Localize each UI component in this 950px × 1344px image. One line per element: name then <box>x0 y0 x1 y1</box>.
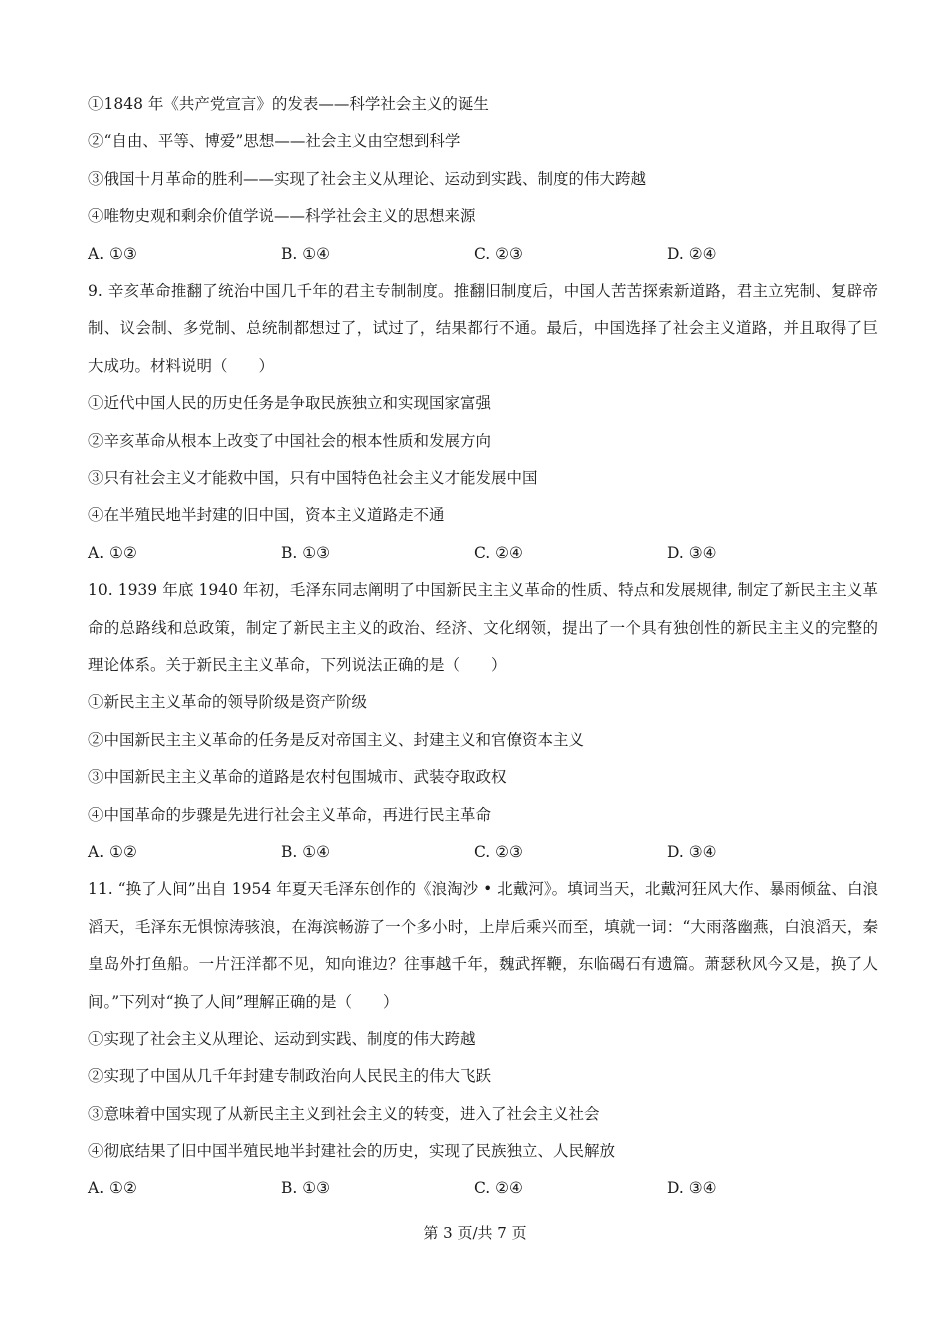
q10-option-a: A. ①② <box>88 842 137 861</box>
q10-item-2: ②中国新民主主义革命的任务是反对帝国主义、封建主义和官僚资本主义 <box>88 730 585 749</box>
q8-option-c: C. ②③ <box>474 244 523 263</box>
q9-option-c: C. ②④ <box>474 543 523 562</box>
q10-item-3: ③中国新民主主义革命的道路是农村包围城市、武装夺取政权 <box>88 768 507 787</box>
q8-options <box>88 236 878 273</box>
q11-item-3: ③意味着中国实现了从新民主主义到社会主义的转变，进入了社会主义社会 <box>88 1104 600 1123</box>
q10-option-d: D. ③④ <box>667 842 717 861</box>
q8-option-d: D. ②④ <box>667 244 717 263</box>
question-9 <box>88 273 878 572</box>
q10-item-4: ④中国革命的步骤是先进行社会主义革命，再进行民主革命 <box>88 805 492 824</box>
q10-option-c: C. ②③ <box>474 842 523 861</box>
q11-option-d: D. ③④ <box>667 1179 717 1198</box>
question-8 <box>88 86 878 273</box>
q9-stem: 9. 辛亥革命推翻了统治中国几千年的君主专制制度。推翻旧制度后，中国人苦苦探索新道路，君主立宪制、复辟帝制、议会制、多党制、总统制都想过了，试过了，结果都行不通。最后，中国选择了社会主义道路，并且取得了巨大成功。材料说明（ ） <box>88 281 878 375</box>
q11-options <box>88 1170 878 1207</box>
q9-item-2: ②辛亥革命从根本上改变了中国社会的根本性质和发展方向 <box>88 431 492 450</box>
q11-stem: 11. “换了人间”出自 1954 年夏天毛泽东创作的《浪淘沙 • 北戴河》。填词当天，北戴河狂风大作、暴雨倾盆、白浪滔天，毛泽东无惧惊涛骇浪，在海滨畅游了一个多小时，上岸后乘兴而至，填就一词：“大雨落幽燕，白浪滔天，秦皇岛外打鱼船。一片汪洋都不见，知向谁边？往事越千年，魏武挥鞭，东临碣石有遗篇。萧瑟秋风今又是，换了人间。”下列对“换了人间”理解正确的是（ ） <box>88 880 878 1011</box>
q9-option-b: B. ①③ <box>281 543 331 562</box>
exam-page-content <box>88 86 878 1208</box>
q11-item-2: ②实现了中国从几千年封建专制政治向人民民主的伟大飞跃 <box>88 1067 492 1086</box>
q9-item-1: ①近代中国人民的历史任务是争取民族独立和实现国家富强 <box>88 394 492 413</box>
page-number-footer: 第 3 页/共 7 页 <box>423 1224 527 1242</box>
q9-item-4: ④在半殖民地半封建的旧中国，资本主义道路走不通 <box>88 506 445 525</box>
q11-option-a: A. ①② <box>88 1179 137 1198</box>
q9-option-d: D. ③④ <box>667 543 717 562</box>
q8-option-b: B. ①④ <box>281 244 331 263</box>
question-11 <box>88 871 878 1208</box>
q11-option-b: B. ①③ <box>281 1179 331 1198</box>
q8-item-4: ④唯物史观和剩余价值学说——科学社会主义的思想来源 <box>88 207 476 226</box>
q10-stem: 10. 1939 年底 1940 年初，毛泽东同志阐明了中国新民主主义革命的性质、特点和发展规律, 制定了新民主主义革命的总路线和总政策，制定了新民主主义的政治、经济、文化纲领，提出了一个具有独创性的新民主主义的完整的理论体系。关于新民主主义革命，下列说法正确的是（ ） <box>88 581 878 674</box>
q9-options <box>88 535 878 572</box>
q11-option-c: C. ②④ <box>474 1179 523 1198</box>
q10-options <box>88 834 878 871</box>
q9-option-a: A. ①② <box>88 543 137 562</box>
q11-item-4: ④彻底结果了旧中国半殖民地半封建社会的历史，实现了民族独立、人民解放 <box>88 1142 616 1161</box>
q10-item-1: ①新民主主义革命的领导阶级是资产阶级 <box>88 693 368 712</box>
q8-item-3: ③俄国十月革命的胜利——实现了社会主义从理论、运动到实践、制度的伟大跨越 <box>88 169 647 188</box>
q10-option-b: B. ①④ <box>281 842 331 861</box>
q8-option-a: A. ①③ <box>88 244 137 263</box>
q8-item-2: ②“自由、平等、博爱”思想——社会主义由空想到科学 <box>88 132 461 151</box>
question-10 <box>88 572 878 871</box>
q9-item-3: ③只有社会主义才能救中国，只有中国特色社会主义才能发展中国 <box>88 468 538 487</box>
q11-item-1: ①实现了社会主义从理论、运动到实践、制度的伟大跨越 <box>88 1029 476 1048</box>
q8-item-1: ①1848 年《共产党宣言》的发表——科学社会主义的诞生 <box>88 95 489 113</box>
